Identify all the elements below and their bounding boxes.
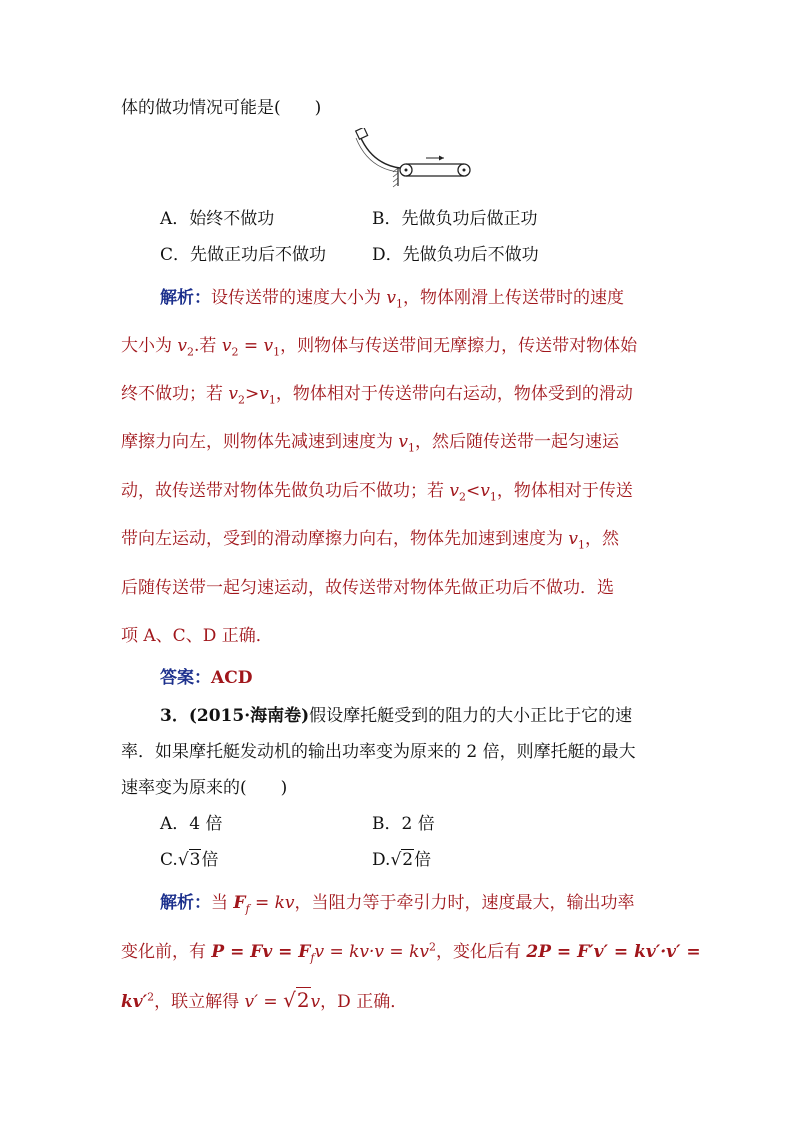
q3-option-a[interactable]: A．4 倍 bbox=[160, 814, 223, 834]
q2-analysis-line-8: 项 A、C、D 正确． bbox=[121, 626, 273, 646]
q3-analysis-line-1: 解析：当 $F_f$ = kv，当阻力等于牵引力时，速度最大，输出功率 bbox=[160, 893, 635, 916]
q2-option-a[interactable]: A．始终不做功 bbox=[160, 209, 275, 229]
q2-analysis-line-5: 动，故传送带对物体先做负功后不做功；若 $v_2<v_1$，物体相对于传送 bbox=[121, 481, 633, 504]
q2-option-d[interactable]: D．先做负功后不做功 bbox=[372, 245, 539, 265]
q3-analysis-line-3: $kv'^2$，联立解得 v′ = √2v，D 正确． bbox=[121, 988, 408, 1012]
sqrt-symbol: √2 bbox=[283, 988, 310, 1012]
q3-option-b[interactable]: B．2 倍 bbox=[372, 814, 435, 834]
q2-analysis-line-6: 带向左运动，受到的滑动摩擦力向右，物体先加速到速度为 $v_1$，然 bbox=[121, 529, 620, 552]
q2-analysis-line-1: 解析：设传送带的速度大小为 $v_1$，物体刚滑上传送带时的速度 bbox=[160, 288, 625, 311]
q3-stem-line-2: 率．如果摩托艇发动机的输出功率变为原来的 2 倍，则摩托艇的最大 bbox=[121, 742, 636, 762]
q2-stem-tail: 体的做功情况可能是( ) bbox=[121, 98, 322, 118]
q3-option-d[interactable]: D.√2倍 bbox=[372, 850, 432, 870]
q2-analysis-line-2: 大小为 $v_2$.若 $v_2 = v_1$，则物体与传送带间无摩擦力，传送带对物体始 bbox=[121, 336, 638, 359]
q3-stem-line-1: 3．(2015·海南卷)假设摩托艇受到的阻力的大小正比于它的速 bbox=[160, 706, 633, 726]
sqrt-symbol: √3 bbox=[177, 850, 201, 870]
q2-option-b[interactable]: B．先做负功后做正功 bbox=[372, 209, 538, 229]
q3-option-c[interactable]: C.√3倍 bbox=[160, 850, 219, 870]
q2-analysis-line-7: 后随传送带一起匀速运动，故传送带对物体先做正功后不做功．选 bbox=[121, 578, 614, 598]
q2-analysis-line-4: 摩擦力向左，则物体先减速到速度为 $v_1$，然后随传送带一起匀速运 bbox=[121, 432, 620, 455]
q2-option-c[interactable]: C．先做正功后不做功 bbox=[160, 245, 327, 265]
q3-analysis-line-2: 变化前，有 $P = Fv = F_fv = kv\cdot v = kv^2$，变化后有 2P = F′v′ = kv′·v′ = bbox=[121, 940, 701, 965]
q3-stem-line-3: 速率变为原来的( ) bbox=[121, 778, 288, 798]
sqrt-symbol: √2 bbox=[390, 850, 414, 870]
conveyor-belt-diagram bbox=[352, 128, 492, 188]
q2-answer: 答案：ACD bbox=[160, 668, 253, 688]
q2-analysis-line-3: 终不做功；若 $v_2>v_1$，物体相对于传送带向右运动，物体受到的滑动 bbox=[121, 384, 633, 407]
